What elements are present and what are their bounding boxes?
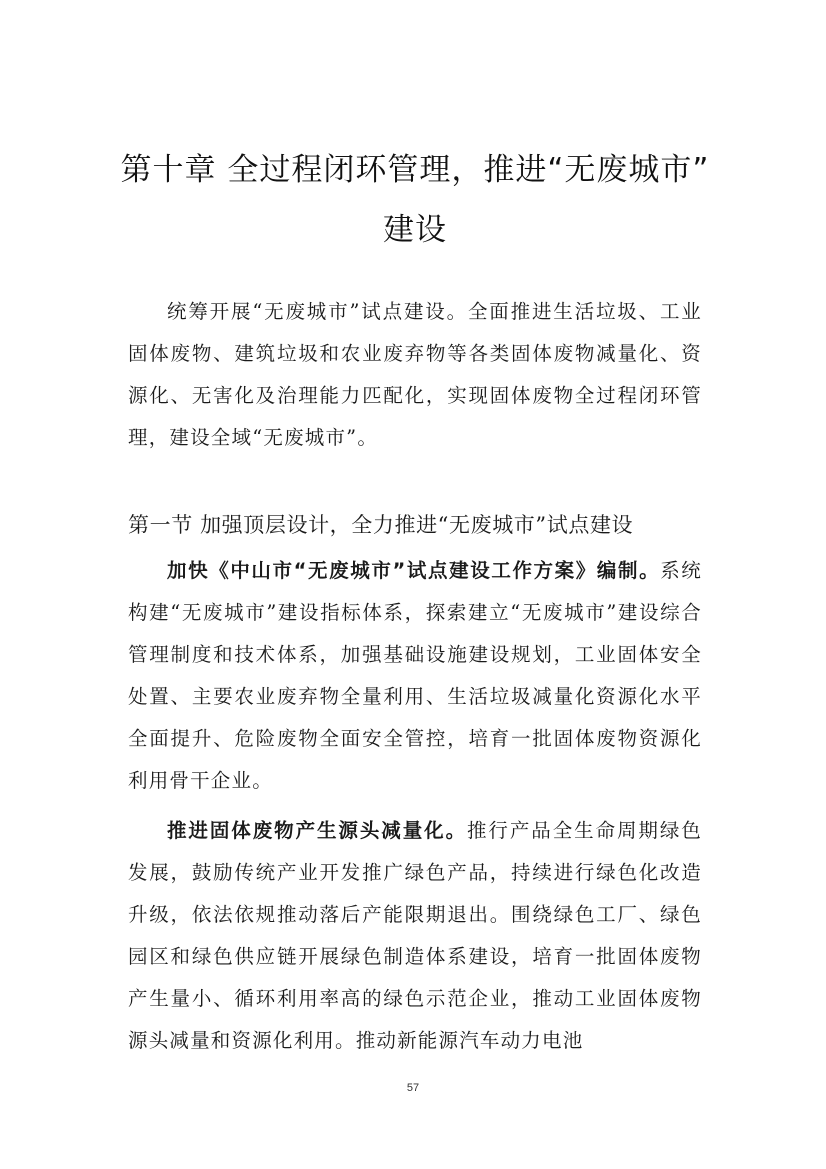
- section-paragraph-1: [128, 550, 702, 802]
- section-heading: 第一节 加强顶层设计，全力推进“无废城市”试点建设: [128, 513, 634, 537]
- chapter-title: [120, 140, 710, 260]
- paragraph-2-lead: 推进固体废物产生源头减量化。: [167, 819, 467, 842]
- paragraph-2-text: 推行产品全生命周期绿色发展，鼓励传统产业开发推广绿色产品，持续进行绿色化改造升级，依法依规推动落后产能限期退出。围绕绿色工厂、绿色园区和绿色供应链开展绿色制造体系建设，培育一批固体废物产生量小、循环利用率高的绿色示范企业，推动工业固体废物源头减量和资源化利用。推动新能源汽车动力电池: [128, 819, 702, 1052]
- paragraph-1-text: 系统构建“无废城市”建设指标体系，探索建立“无废城市”建设综合管理制度和技术体系，加强基础设施建设规划，工业固体安全处置、主要农业废弃物全量利用、生活垃圾减量化资源化水平全面提升、危险废物全面安全管控，培育一批固体废物资源化利用骨干企业。: [128, 559, 702, 792]
- paragraph-1-lead: 加快《中山市“无废城市”试点建设工作方案》编制。: [167, 559, 661, 582]
- chapter-title-line-2: 建设: [383, 212, 447, 248]
- page-number: 57: [406, 1082, 420, 1094]
- intro-paragraph: 统筹开展“无废城市”试点建设。全面推进生活垃圾、工业固体废物、建筑垃圾和农业废弃物等各类固体废物减量化、资源化、无害化及治理能力匹配化，实现固体废物全过程闭环管理，建设全域“无废城市”。: [128, 300, 702, 449]
- section-paragraph-2: [128, 810, 702, 1062]
- chapter-title-line-1: 第十章 全过程闭环管理，推进“无废城市”: [120, 152, 710, 188]
